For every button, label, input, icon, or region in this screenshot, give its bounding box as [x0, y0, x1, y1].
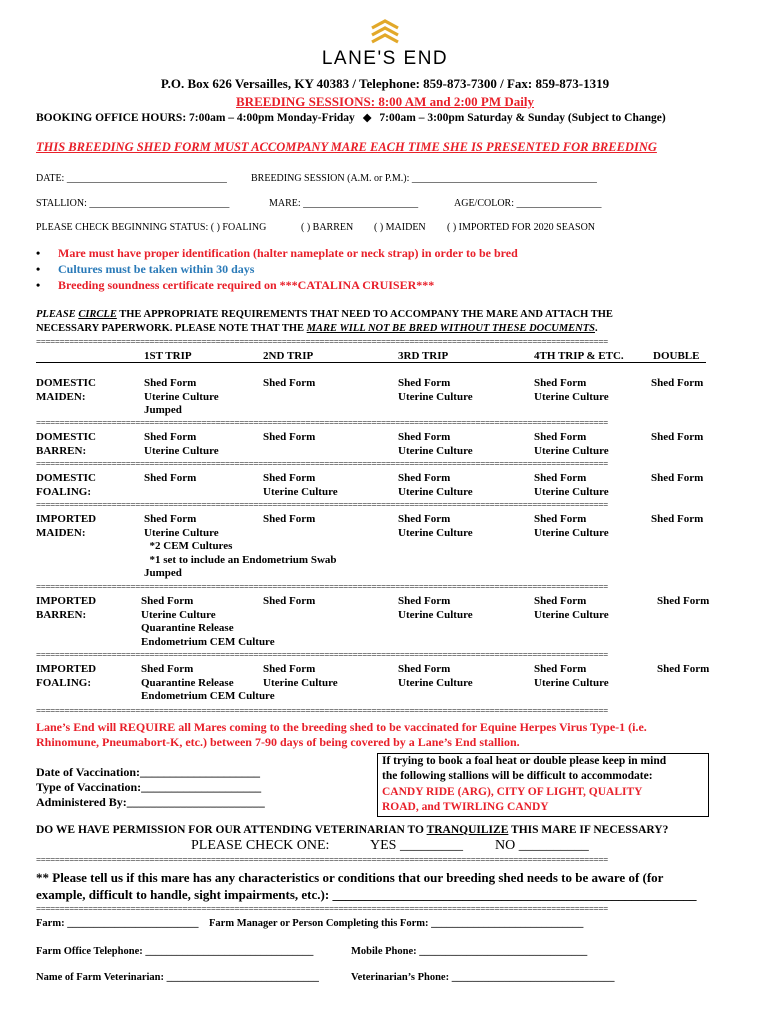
characteristics-line1: ** Please tell us if this mare has any characteristics or conditions that our breeding shed needs to be aware of (for — [36, 870, 664, 885]
divider: ========================================================================================================================= — [36, 419, 608, 428]
session-field[interactable]: BREEDING SESSION (A.M. or P.M.): _____________________________________ — [251, 173, 597, 184]
veterinarian-phone-field[interactable]: Veterinarian’s Phone: _______________________________ — [351, 972, 615, 983]
table-cell[interactable]: Shed Form Uterine Culture — [534, 431, 609, 457]
yes-option[interactable]: YES _________ — [370, 838, 463, 853]
status-imported[interactable]: ( ) IMPORTED FOR 2020 SEASON — [447, 222, 596, 233]
farm-field[interactable]: Farm: _________________________ — [36, 918, 199, 929]
list-item: • Cultures must be taken within 30 days — [36, 261, 518, 277]
note-period: . — [595, 323, 598, 334]
tranq-question-text: DO WE HAVE PERMISSION FOR OUR ATTENDING VETERINARIAN TO — [36, 824, 427, 836]
booking-weekday: BOOKING OFFICE HOURS: 7:00am – 4:00pm Monday-Friday — [36, 112, 355, 124]
sessions-times: 8:00 AM and 2:00 PM Daily — [375, 94, 534, 109]
list-item: • Breeding soundness certificate required on ***CATALINA CRUISER*** — [36, 277, 518, 293]
table-cell[interactable]: Shed Form — [263, 431, 316, 443]
divider: ========================================================================================================================= — [36, 460, 608, 469]
form-notice: THIS BREEDING SHED FORM MUST ACCOMPANY MARE EACH TIME SHE IS PRESENTED FOR BREEDING — [36, 140, 657, 154]
row-label: IMPORTED FOALING: — [36, 663, 97, 689]
table-cell[interactable]: Shed Form Uterine Culture — [398, 595, 473, 621]
table-cell[interactable]: Shed Form Quarantine Release Endometrium CEM Culture — [141, 663, 275, 702]
table-cell[interactable]: Shed Form Uterine Culture Jumped — [144, 377, 219, 416]
table-cell[interactable]: Shed Form Uterine Culture — [398, 431, 473, 457]
circle-text: CIRCLE — [78, 309, 117, 320]
row-label: DOMESTIC BARREN: — [36, 431, 96, 457]
table-cell[interactable]: Shed Form Uterine Culture *2 CEM Cultures *1 set to include an Endometrium Swab Jumped — [144, 513, 337, 579]
divider: ========================================================================================================================= — [36, 501, 608, 510]
characteristics-line2[interactable]: example, difficult to handle, sight impairments, etc.): ________________________________________________________ — [36, 887, 697, 902]
table-cell[interactable]: Shed Form — [657, 595, 710, 607]
table-cell[interactable]: Shed Form Uterine Culture — [534, 595, 609, 621]
row-label: DOMESTIC FOALING: — [36, 472, 96, 498]
divider: ========================================================================================================================= — [36, 651, 608, 660]
foal-box-line1: If trying to book a foal heat or double please keep in mind — [382, 755, 667, 767]
sessions-label: BREEDING SESSIONS: — [236, 94, 376, 109]
logo-text: LANE'S END — [321, 48, 449, 69]
note-text: NECESSARY PAPERWORK. PLEASE NOTE THAT THE — [36, 323, 307, 334]
status-maiden[interactable]: ( ) MAIDEN — [374, 222, 426, 233]
table-cell[interactable]: Shed Form — [651, 431, 704, 443]
table-cell[interactable]: Shed Form — [651, 513, 704, 525]
circle-rest: THE APPROPRIATE REQUIREMENTS THAT NEED TO ACCOMPANY THE MARE AND ATTACH THE — [116, 309, 613, 320]
foal-box-stallions2: ROAD, and TWIRLING CANDY — [382, 801, 549, 813]
farm-veterinarian-field[interactable]: Name of Farm Veterinarian: _____________________________ — [36, 972, 319, 983]
table-cell[interactable]: Shed Form — [263, 595, 316, 607]
divider: ========================================================================================================================= — [36, 905, 608, 914]
table-cell[interactable]: Shed Form — [657, 663, 710, 675]
vaccine-note-line2: Rhinomune, Pneumabort-K, etc.) between 7-90 days of being covered by a Lane’s End stallion. — [36, 735, 520, 749]
farm-manager-field[interactable]: Farm Manager or Person Completing this Form: _____________________________ — [209, 918, 584, 929]
table-cell[interactable]: Shed Form — [651, 377, 704, 389]
table-cell[interactable]: Shed Form Uterine Culture — [398, 663, 473, 689]
col-header-2: 2ND TRIP — [263, 350, 314, 362]
col-header-1: 1ST TRIP — [144, 350, 192, 362]
please-check-one: PLEASE CHECK ONE: — [191, 838, 330, 853]
table-cell[interactable]: Shed Form Uterine Culture — [144, 431, 219, 457]
tranquilize-question — [36, 824, 668, 836]
tranq-emphasis: TRANQUILIZE — [426, 824, 509, 836]
please-text: PLEASE — [36, 309, 79, 320]
col-header-5: DOUBLE — [653, 350, 700, 362]
age-color-field[interactable]: AGE/COLOR: _________________ — [454, 198, 602, 209]
booking-hours — [36, 110, 666, 124]
status-foaling[interactable]: PLEASE CHECK BEGINNING STATUS: ( ) FOALING — [36, 222, 267, 233]
list-item: • Mare must have proper identification (halter nameplate or neck strap) in order to be bred — [36, 245, 518, 261]
diamond-icon: ◆ — [362, 112, 372, 124]
mare-field[interactable]: MARE: _______________________ — [269, 198, 419, 209]
table-cell[interactable]: Shed Form Uterine Culture — [534, 513, 609, 539]
status-barren[interactable]: ( ) BARREN — [301, 222, 354, 233]
table-cell[interactable]: Shed Form — [144, 472, 197, 484]
chevron-logo-icon — [368, 18, 402, 46]
date-field[interactable]: DATE: ________________________________ — [36, 173, 227, 184]
note-emphasis: MARE WILL NOT BE BRED WITHOUT THESE DOCUMENTS — [306, 323, 595, 334]
circle-note-line1 — [36, 309, 613, 320]
tranq-question-end: THIS MARE IF NECESSARY? — [508, 824, 669, 836]
address-line: P.O. Box 626 Versailles, KY 40383 / Telephone: 859-873-7300 / Fax: 859-873-1319 — [160, 76, 610, 91]
divider: ========================================================================================================================= — [36, 856, 608, 865]
foal-box-line2: the following stallions will be difficult to accommodate: — [382, 770, 653, 782]
table-cell[interactable]: Shed Form — [651, 472, 704, 484]
no-option[interactable]: NO __________ — [495, 838, 589, 853]
row-label: DOMESTIC MAIDEN: — [36, 377, 96, 403]
table-cell[interactable]: Shed Form Uterine Culture — [534, 663, 609, 689]
table-cell[interactable]: Shed Form Uterine Culture — [534, 377, 609, 403]
stallion-field[interactable]: STALLION: ____________________________ — [36, 198, 230, 209]
logo — [0, 18, 770, 70]
table-cell[interactable]: Shed Form Uterine Culture — [263, 472, 338, 498]
circle-note-line2 — [36, 323, 598, 334]
table-cell[interactable]: Shed Form Uterine Culture — [398, 377, 473, 403]
row-label: IMPORTED BARREN: — [36, 595, 97, 621]
table-cell[interactable]: Shed Form — [263, 377, 316, 389]
table-cell[interactable]: Shed Form Uterine Culture — [398, 513, 473, 539]
table-cell[interactable]: Shed Form Uterine Culture — [398, 472, 473, 498]
foal-box-stallions1: CANDY RIDE (ARG), CITY OF LIGHT, QUALITY — [382, 786, 643, 798]
vaccine-note-line1: Lane’s End will REQUIRE all Mares coming to the breeding shed to be vaccinated for Equine Herpes Virus Type-1 (i.e. — [36, 720, 647, 734]
vaccination-date-field[interactable]: Date of Vaccination:____________________ — [36, 765, 260, 779]
col-header-3: 3RD TRIP — [398, 350, 449, 362]
col-header-4: 4TH TRIP & ETC. — [534, 350, 624, 362]
requirements-list — [36, 245, 518, 293]
table-cell[interactable]: Shed Form — [263, 513, 316, 525]
farm-office-phone-field[interactable]: Farm Office Telephone: ________________________________ — [36, 946, 314, 957]
divider: ========================================================================================================================= — [36, 707, 608, 716]
booking-weekend: 7:00am – 3:00pm Saturday & Sunday (Subject to Change) — [379, 112, 666, 124]
table-cell[interactable]: Shed Form Uterine Culture — [263, 663, 338, 689]
divider: ========================================================================================================================= — [36, 338, 608, 347]
table-cell[interactable]: Shed Form Uterine Culture — [534, 472, 609, 498]
divider: ========================================================================================================================= — [36, 583, 608, 592]
administered-by-field[interactable]: Administered By:_______________________ — [36, 795, 265, 809]
mobile-phone-field[interactable]: Mobile Phone: ________________________________ — [351, 946, 588, 957]
table-cell[interactable]: Shed Form Uterine Culture Quarantine Release Endometrium CEM Culture — [141, 595, 275, 648]
vaccination-type-field[interactable]: Type of Vaccination:____________________ — [36, 780, 262, 794]
breeding-sessions — [0, 94, 770, 110]
row-label: IMPORTED MAIDEN: — [36, 513, 97, 539]
